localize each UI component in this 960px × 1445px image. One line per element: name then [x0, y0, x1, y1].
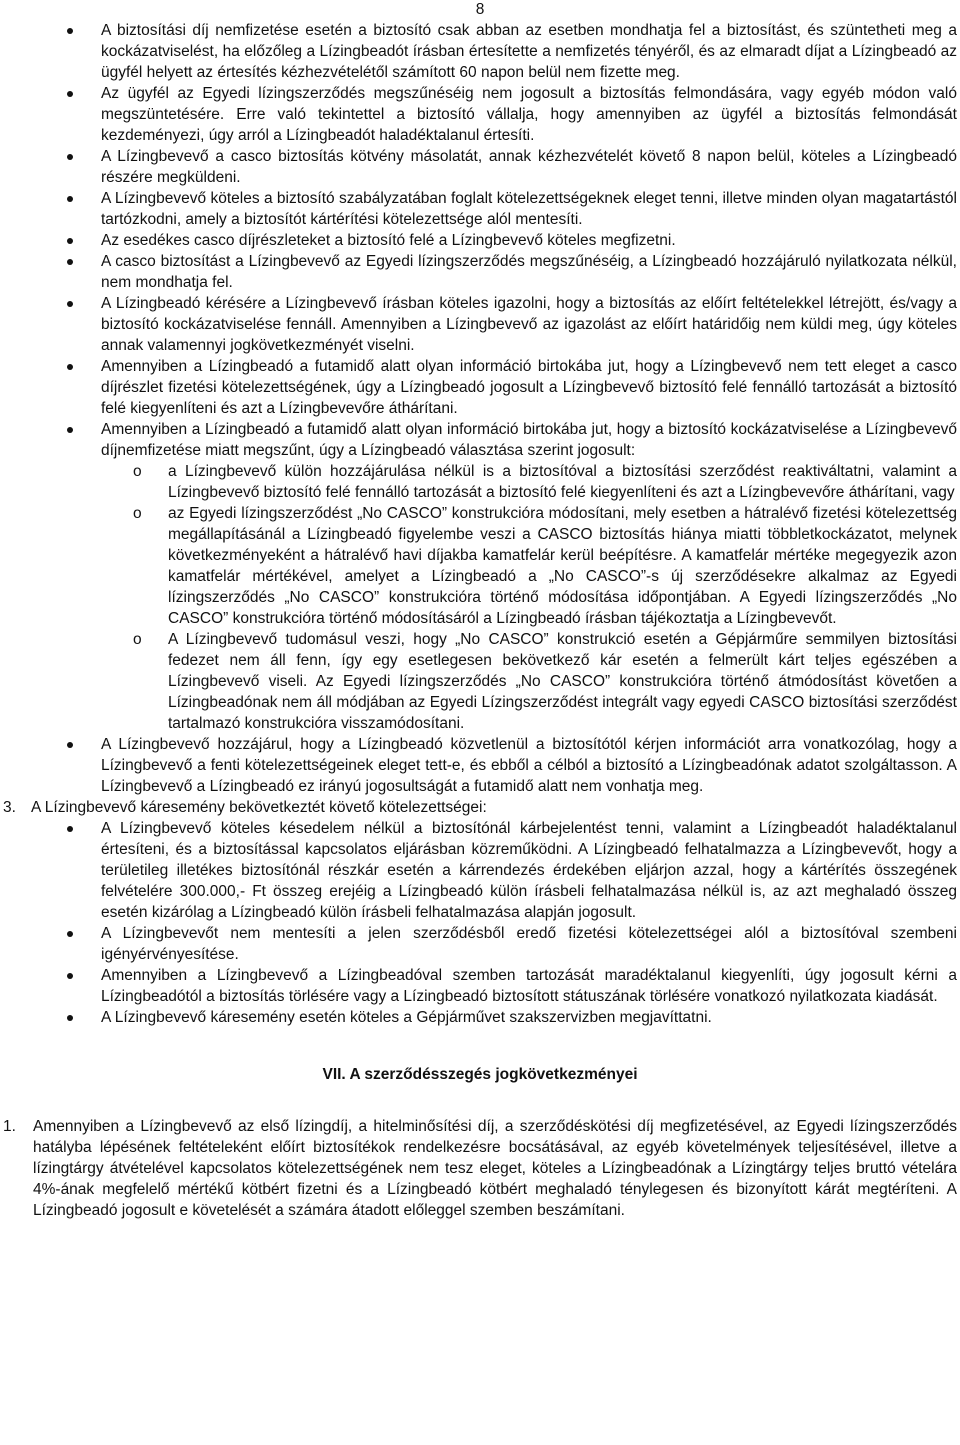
list-item: [0, 734, 960, 797]
sub-list-item-text: A Lízingbevevő tudomásul veszi, hogy „No CASCO” konstrukció esetén a Gépjárműre semmilyen biztosítási fedezet nem áll fenn, így egy esetlegesen bekövetkező kár esetén a felmerült kárt teljes egészében a Lízingbevevő viseli. Az Egyedi lízingszerződés „No CASCO” konstrukcióra történő átmódosítást követően a Lízingbeadónak nem áll módjában az Egyedi Lízingszerződést integrált vagy egyedi CASCO biztosítási szerződést tartalmazó konstrukcióra visszamódosítani.: [168, 631, 957, 732]
list-item-text: A Lízingbevevőt nem mentesíti a jelen szerződésből eredő fizetési kötelezettségei alól a biztosítóval szembeni igényérvényesítése.: [101, 925, 957, 963]
list-item-text: A Lízingbevevő köteles késedelem nélkül a biztosítónál kárbejelentést tenni, valamint a Lízingbeadót haladéktalanul értesíteni, és a biztosítással kapcsolatos eljárásban közreműködni. A Lízingbeadó felhatalmazza a Lízingbevevőt, hogy a területileg illetékes biztosítónál részkár esetén a kárrendezés érdekében eljárjon azzal, hogy a kártérítés összegének felvételére 300.000,- Ft összeg erejéig a Lízingbeadó külön írásbeli felhatalmazása nélkül is, az azt meghaladó összeg esetén kizárólag a Lízingbeadó külön írásbeli felhatalmazása alapján jogosult.: [101, 820, 957, 921]
list-item-text: A casco biztosítást a Lízingbevevő az Egyedi lízingszerződés megszűnéséig, a Lízingbeadó hozzájáruló nyilatkozata nélkül, nem mondhatja fel.: [101, 253, 957, 291]
bullet-icon: [67, 91, 73, 97]
list-item-text: A Lízingbevevő a casco biztosítás kötvény másolatát, annak kézhezvételét követő 8 napon belül, köteles a Lízingbeadó részére megküldeni.: [101, 148, 957, 186]
list-item: [0, 818, 960, 923]
sub-bullet-marker: o: [133, 463, 142, 480]
sub-bullet-marker: o: [133, 505, 142, 522]
list-item: [0, 251, 960, 293]
bullet-icon: [67, 427, 73, 433]
list-item-text: A Lízingbevevő káresemény esetén köteles a Gépjárművet szakszervizben megjavíttatni.: [101, 1009, 712, 1026]
bullet-icon: [67, 826, 73, 832]
bullet-icon: [67, 301, 73, 307]
list-item: [0, 293, 960, 356]
list-item-text: A biztosítási díj nemfizetése esetén a biztosító csak abban az esetben mondhatja fel a biztosítást, és szüntetheti meg a kockázatviselést, ha előzőleg a Lízingbeadót írásban értesítette a nemfizetés tényéről, és az elmaradt díjat a Lízingbeadó az ügyfél helyett az értesítés kézhezvételétől számított 60 napon belül nem fizette meg.: [101, 22, 957, 81]
section-title: A Lízingbevevő káresemény bekövetkeztét követő kötelezettségei:: [31, 799, 487, 816]
document-body: [0, 20, 960, 1221]
list-item: [0, 83, 960, 146]
list-item: [0, 965, 960, 1007]
bullet-icon: [67, 238, 73, 244]
sub-list-item: [0, 629, 960, 734]
list-item-text: A Lízingbevevő hozzájárul, hogy a Lízingbeadó közvetlenül a biztosítótól kérjen információt arra vonatkozólag, hogy a Lízingbevevő a fenti kötelezettségeinek eleget tett-e, és ebből a célból a biztosító a Lízingbeadónak adatot szolgáltasson. A Lízingbevevő a Lízingbeadó ez irányú jogosultságát a futamidő alatt nem vonhatja meg.: [101, 736, 957, 795]
list-item: [0, 356, 960, 419]
paragraph-number: 1.: [3, 1118, 16, 1135]
section-number: 3.: [3, 799, 16, 816]
sub-list-item: [0, 503, 960, 629]
list-item: [0, 419, 960, 461]
bullet-icon: [67, 1015, 73, 1021]
sub-bullet-marker: o: [133, 631, 142, 648]
list-item: [0, 188, 960, 230]
bullet-icon: [67, 973, 73, 979]
list-item: [0, 146, 960, 188]
sub-list-item-text: az Egyedi lízingszerződést „No CASCO” konstrukcióra módosítani, mely esetben a hátralévő fizetési kötelezettség megállapításánál a Lízingbeadó figyelembe veszi a CASCO biztosítás hiánya miatti többletkockázatot, melynek következményeként a hátralévő havi díjakba kamatfelár kerül beépítésre. A kamatfelár mértéke megegyezik azon kamatfelár mértékével, amelyet a Lízingbeadó a „No CASCO”-s új szerződésekre alkalmaz az Egyedi lízingszerződés „No CASCO” konstrukcióra történő módosítása időpontjában. A Egyedi lízingszerződés „No CASCO” konstrukcióra történő módosításáról a Lízingbeadó írásban tájékoztatja a Lízingbevevőt.: [168, 505, 957, 627]
list-item: [0, 20, 960, 83]
numbered-paragraph: [0, 1116, 960, 1221]
list-item: [0, 923, 960, 965]
numbered-section-heading: [0, 797, 960, 818]
bullet-icon: [67, 742, 73, 748]
list-item: [0, 230, 960, 251]
list-item-text: A Lízingbeadó kérésére a Lízingbevevő írásban köteles igazolni, hogy a biztosítás az előírt feltételekkel létrejött, és/vagy a biztosító kockázatviselése fennáll. Amennyiben a Lízingbevevő az igazolást az előírt határidőig nem küldi meg, úgy köteles annak valamennyi jogkövetkezményét viselni.: [101, 295, 957, 354]
list-item-text: Amennyiben a Lízingbeadó a futamidő alatt olyan információ birtokába jut, hogy a Lízingbevevő nem tett eleget a casco díjrészlet fizetési kötelezettségének, úgy a Lízingbeadó jogosult a Lízingbevevő biztosító felé fennálló tartozását a biztosító felé kiegyenlíteni és azt a Lízingbevevőre áthárítani.: [101, 358, 957, 417]
sub-list-item: [0, 461, 960, 503]
sub-list-item-text: a Lízingbevevő külön hozzájárulása nélkül is a biztosítóval a biztosítási szerződést reaktiváltatni, valamint a Lízingbevevő biztosító felé fennálló tartozását a biztosító felé kiegyenlíteni és azt a Lízingbevevőre áthárítani, vagy: [168, 463, 957, 501]
list-item-text: A Lízingbevevő köteles a biztosító szabályzatában foglalt kötelezettségeknek eleget tenni, illetve minden olyan magatartástól tartózkodni, amely a biztosítót kártérítési kötelezettsége alól mentesíti.: [101, 190, 957, 228]
list-item-text: Az ügyfél az Egyedi lízingszerződés megszűnéséig nem jogosult a biztosítás felmondására, vagy egyéb módon való megszüntetésére. Erre való tekintettel a biztosító vállalja, hogy amennyiben az ügyfél a biztosítás felmondását kezdeményezi, úgy arról a Lízingbeadót haladéktalanul értesíti.: [101, 85, 957, 144]
bullet-icon: [67, 931, 73, 937]
bullet-icon: [67, 259, 73, 265]
paragraph-text: Amennyiben a Lízingbevevő az első lízingdíj, a hitelminősítési díj, a szerződéskötési díj megfizetésével, az Egyedi lízingszerződés hatályba lépésének feltételeként előírt biztosítékok rendelkezésre bocsátásával, az egyéb követelmények teljesítésével, illetve a lízingtárgy átvételével kapcsolatos kötelezettségének nem tesz eleget, köteles a Lízingbeadónak a Lízingtárgy teljes bruttó vételára 4%-ának megfelelő mértékű kötbért fizetni és a Lízingbeadó kötbért meghaladó ténylegesen és bizonyított kárát megtéríteni. A Lízingbeadó jogosult e követelését a számára átadott előleggel szemben beszámítani.: [33, 1118, 957, 1219]
bullet-icon: [67, 28, 73, 34]
list-item-text: Amennyiben a Lízingbeadó a futamidő alatt olyan információ birtokába jut, hogy a biztosító kockázatviselése a Lízingbevevő díjnemfizetése miatt megszűnt, úgy a Lízingbeadó választása szerint jogosult:: [101, 421, 957, 459]
bullet-icon: [67, 364, 73, 370]
list-item-text: Amennyiben a Lízingbevevő a Lízingbeadóval szemben tartozását maradéktalanul kiegyenlíti, úgy jogosult kérni a Lízingbeadótól a biztosítás törlésére vagy a Lízingbeadó biztosított státuszának törlésére vonatkozó nyilatkozata kiadását.: [101, 967, 957, 1005]
chapter-heading: VII. A szerződésszegés jogkövetkezményei: [322, 1066, 638, 1083]
page-number: 8: [475, 1, 485, 18]
bullet-icon: [67, 196, 73, 202]
list-item: [0, 1007, 960, 1028]
bullet-icon: [67, 154, 73, 160]
list-item-text: Az esedékes casco díjrészleteket a biztosító felé a Lízingbevevő köteles megfizetni.: [101, 232, 676, 249]
